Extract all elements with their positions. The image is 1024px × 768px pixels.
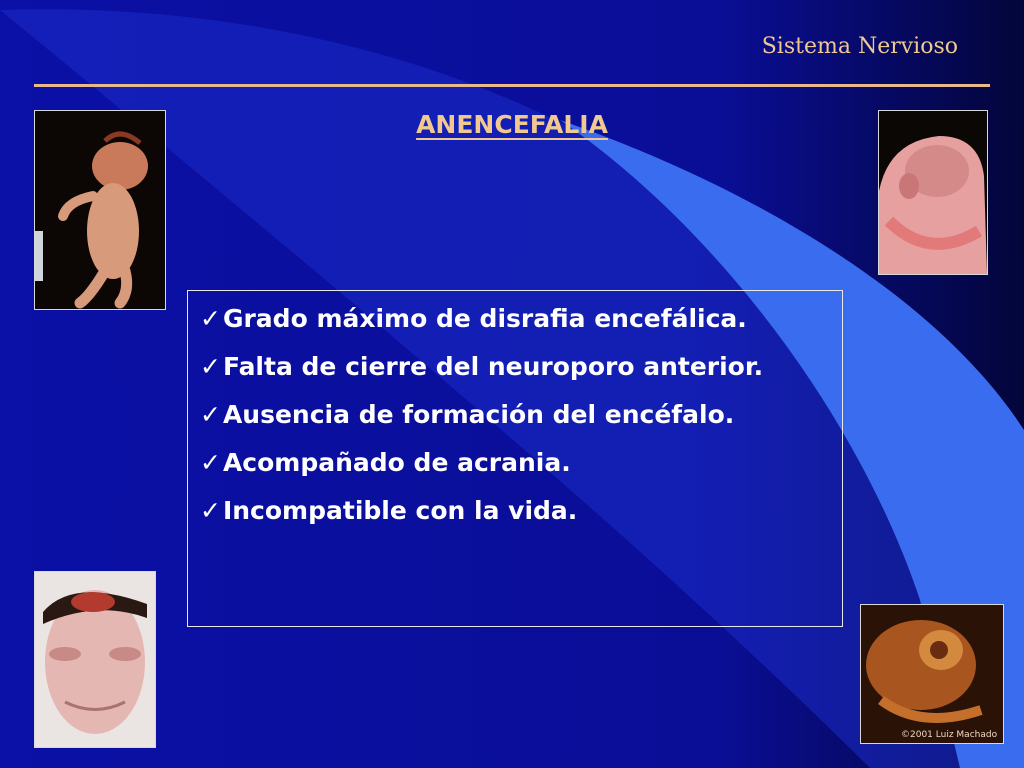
bullet-item: [200, 349, 832, 385]
bullet-box: [187, 290, 843, 627]
check-icon: ✓: [200, 304, 221, 333]
bullet-text: Ausencia de formación del encéfalo.: [222, 400, 735, 429]
bullet-text: Grado máximo de disrafia encefálica.: [222, 304, 747, 333]
photo-bottom-left: [34, 571, 156, 748]
check-icon: ✓: [200, 448, 221, 477]
bullet-text: Acompañado de acrania.: [222, 448, 571, 477]
check-icon: ✓: [200, 400, 221, 429]
bullet-item: [200, 397, 832, 433]
photo-bottom-right: [860, 604, 1004, 744]
check-icon: ✓: [200, 496, 221, 525]
photo-top-right: [878, 110, 988, 275]
bullet-item: [200, 301, 832, 337]
slide-title: ANENCEFALIA: [416, 110, 608, 139]
bullet-item: [200, 445, 832, 481]
photo-caption: ©2001 Luiz Machado: [901, 730, 998, 740]
bullet-item: [200, 493, 832, 529]
check-icon: ✓: [200, 352, 221, 381]
section-header: Sistema Nervioso: [761, 34, 958, 59]
bullet-text: Incompatible con la vida.: [222, 496, 578, 525]
bullet-text: Falta de cierre del neuroporo anterior.: [222, 352, 764, 381]
header-divider: [34, 84, 990, 87]
photo-top-left: [34, 110, 166, 310]
